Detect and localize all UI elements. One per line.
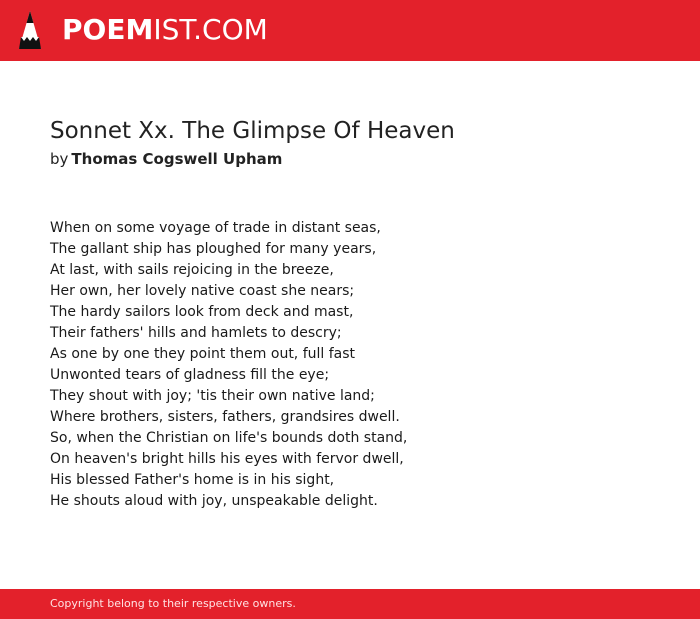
pencil-tip-icon: [18, 10, 42, 50]
poem-line: When on some voyage of trade in distant seas,: [50, 220, 381, 236]
poem-line: Her own, her lovely native coast she nears;: [50, 283, 355, 299]
poem-line: Unwonted tears of gladness fill the eye;: [50, 367, 330, 383]
byline-label: by: [50, 150, 69, 168]
poem-line: His blessed Father's home is in his sight,: [50, 472, 335, 488]
poem-body: [50, 218, 650, 512]
poem-line: The gallant ship has ploughed for many years,: [50, 241, 377, 257]
poem-line: Their fathers' hills and hamlets to descry;: [50, 325, 342, 341]
copyright-text: Copyright belong to their respective owners.: [50, 597, 296, 610]
poem-line: At last, with sails rejoicing in the breeze,: [50, 262, 334, 278]
site-logo[interactable]: [18, 10, 268, 50]
logo-wordmark: [62, 10, 268, 50]
poem-title: Sonnet Xx. The Glimpse Of Heaven: [50, 118, 455, 144]
logo-text-light: IST.COM: [153, 13, 268, 46]
byline: [50, 149, 282, 169]
poem-line: So, when the Christian on life's bounds doth stand,: [50, 430, 408, 446]
poem-line: Where brothers, sisters, fathers, grandsires dwell.: [50, 409, 400, 425]
site-header: [0, 0, 700, 61]
poem-line: They shout with joy; 'tis their own native land;: [50, 388, 375, 404]
poem-line: He shouts aloud with joy, unspeakable delight.: [50, 493, 378, 509]
poem-line: On heaven's bright hills his eyes with fervor dwell,: [50, 451, 404, 467]
logo-text-bold: POEM: [62, 13, 154, 46]
site-footer: [0, 589, 700, 619]
poem-line: The hardy sailors look from deck and mast,: [50, 304, 354, 320]
author-name: Thomas Cogswell Upham: [71, 150, 283, 168]
poem-line: As one by one they point them out, full fast: [50, 346, 356, 362]
